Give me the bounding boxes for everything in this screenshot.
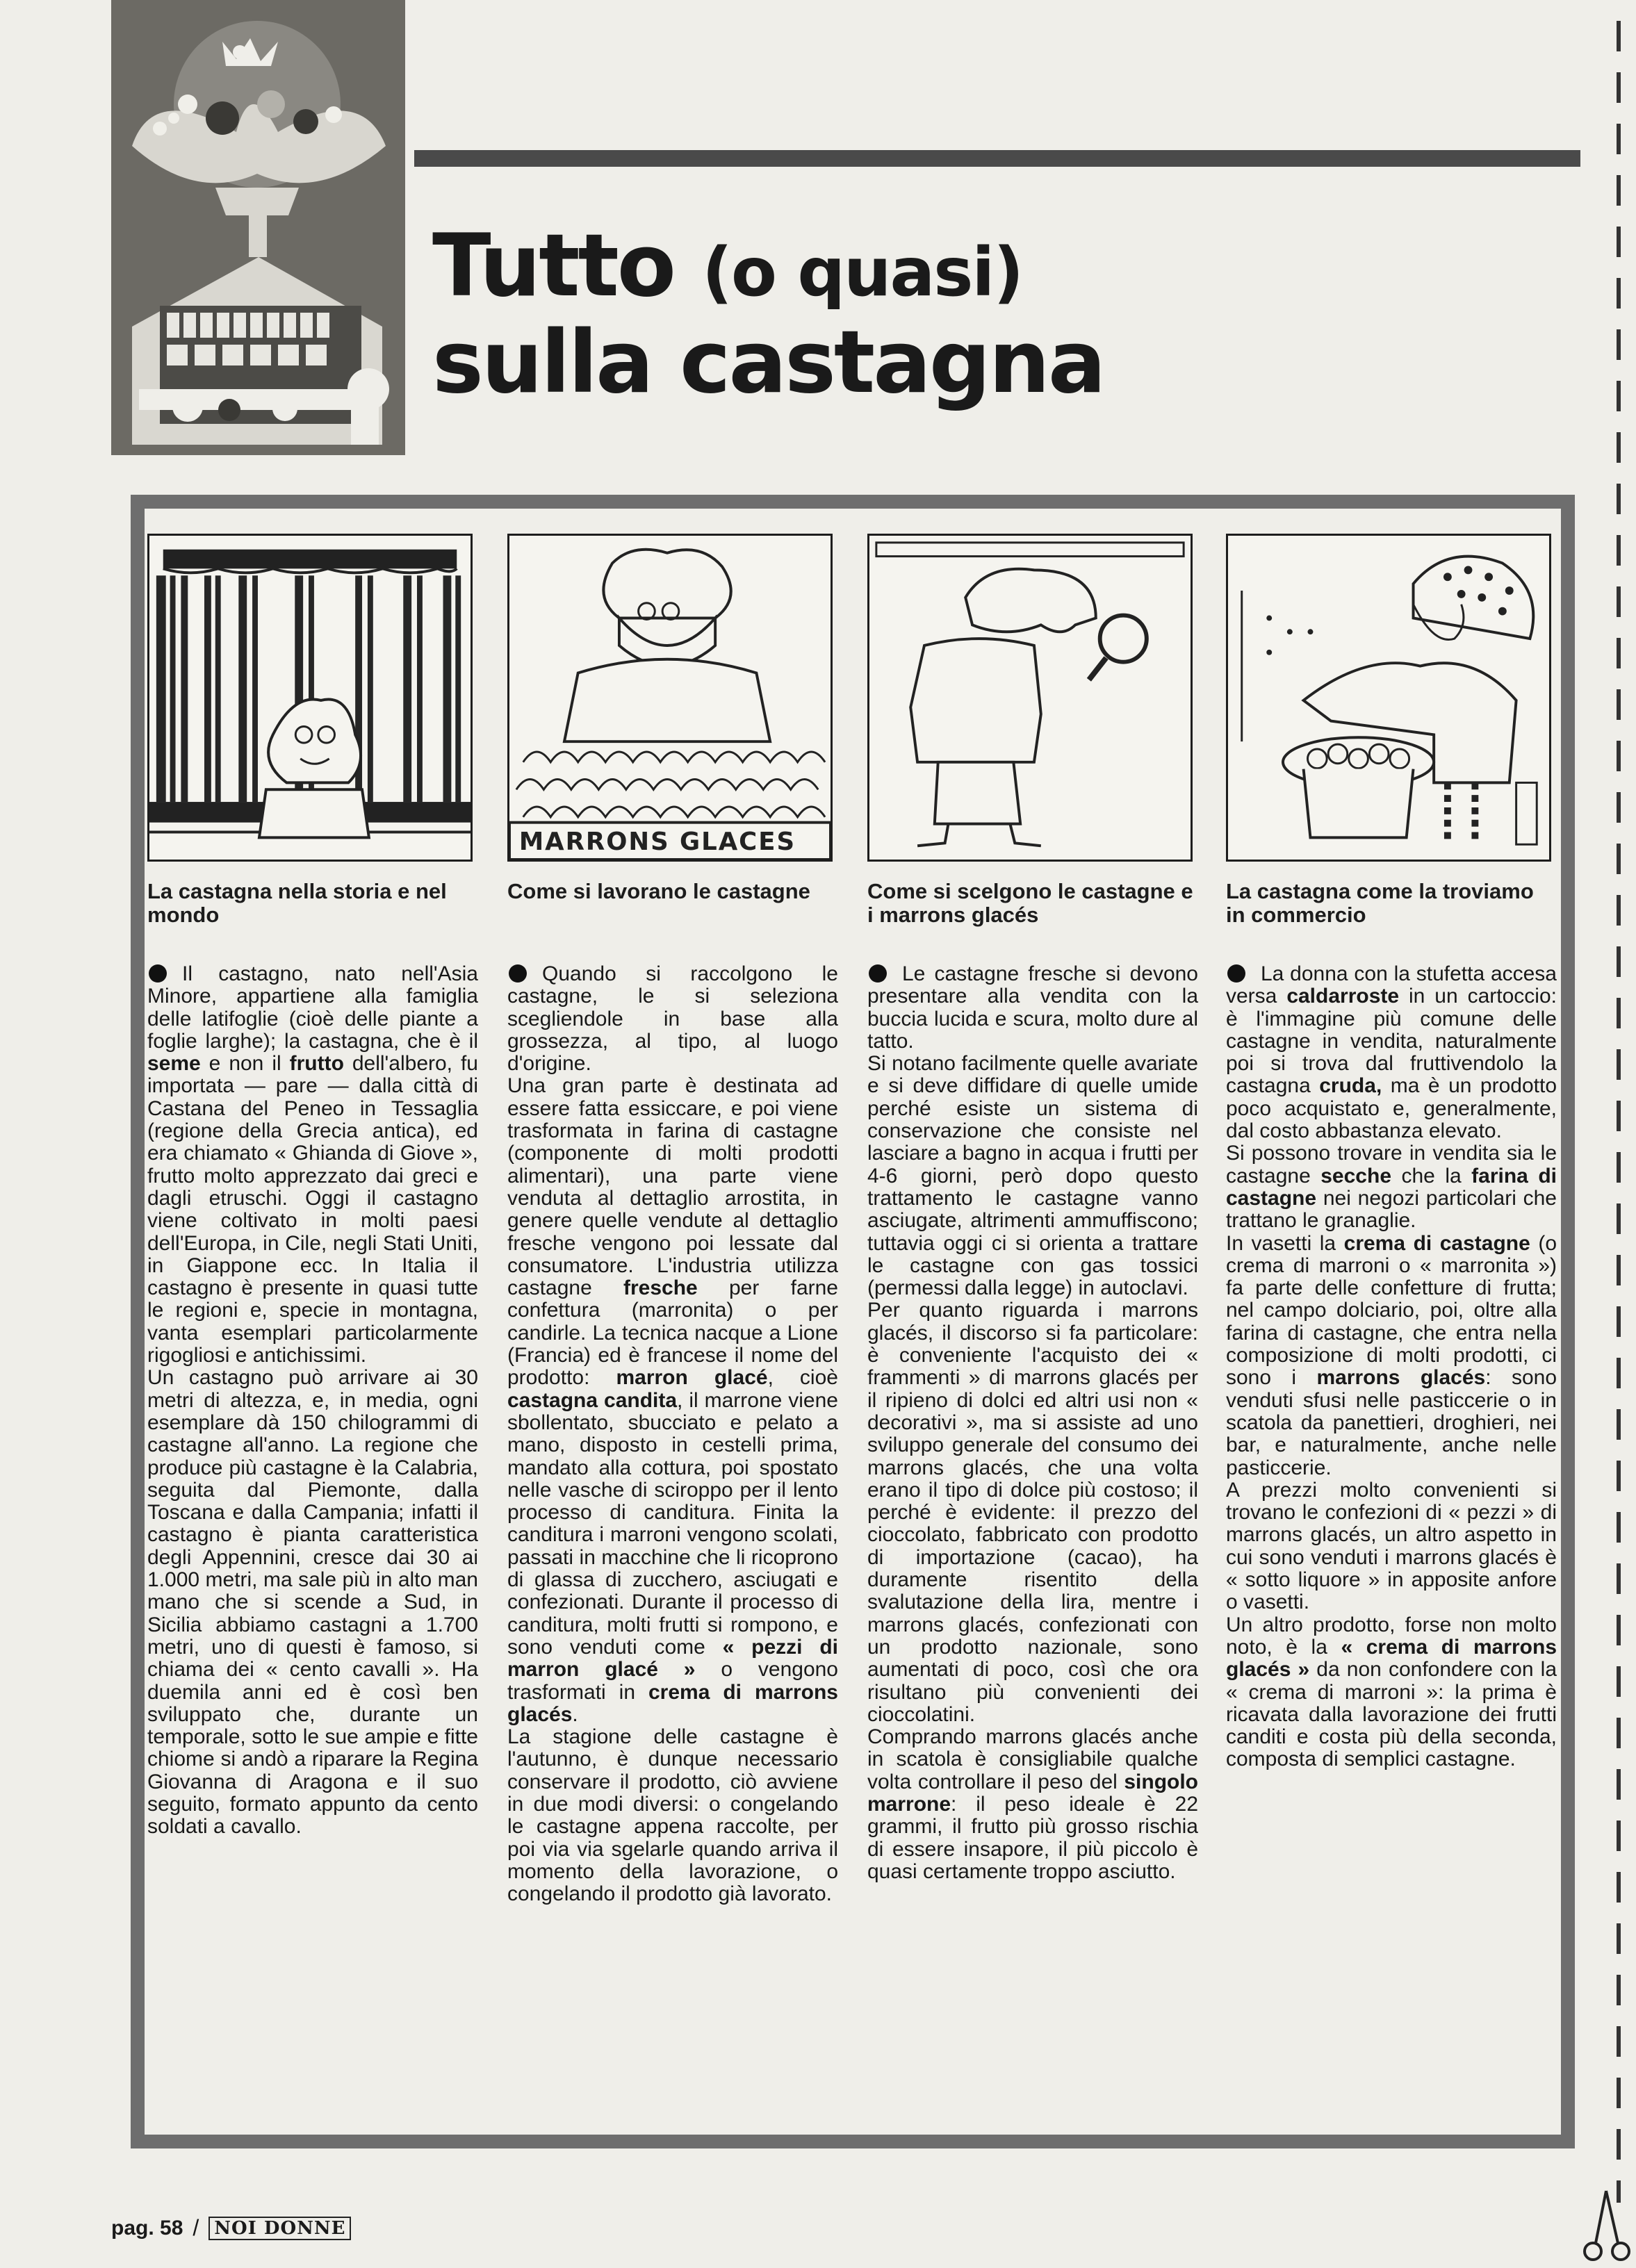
bold-text: secche xyxy=(1320,1164,1391,1188)
text-run: da non confondere con la « crema di marroni »: la prima è ricavata dalla lavorazione dei frutti canditi e costa più della seconda, composta di semplici castagne. xyxy=(1226,1658,1557,1771)
paragraph xyxy=(507,963,838,1075)
text-run: Un altro prodotto, forse non molto noto, è la xyxy=(1226,1613,1557,1659)
column-4-body xyxy=(1226,963,1557,1771)
paragraph xyxy=(1226,1614,1557,1771)
scissors-icon xyxy=(1582,2187,1630,2264)
illustration-roast-chestnut-vendor xyxy=(1226,534,1551,862)
paragraph xyxy=(507,1726,838,1905)
paragraph xyxy=(1226,1142,1557,1232)
text-run: : sono venduti sfusi nelle pasticcerie o in scatola da panettieri, droghieri, nei bar, e naturalmente, anche nelle pasticcerie. xyxy=(1226,1366,1557,1479)
column-1-caption: La castagna nella storia e nel mondo xyxy=(147,879,447,927)
paragraph xyxy=(507,1075,838,1726)
text-run: Si notano facilmente quelle avariate e si deve diffidare di quelle umide perché esiste un sistema di conservazione che consiste nel lasciare a bagno in acqua i frutti per 4-6 giorni, però dopo questo trattamento le castagne vanno asciugate, altrimenti ammuffiscono; tuttavia oggi ci si orienta a trattare le castagne con gas tossici (permessi dalla legge) in autoclavi. xyxy=(867,1052,1198,1300)
column-4-caption: La castagna come la troviamo in commercio xyxy=(1226,879,1534,927)
text-run: e non il xyxy=(200,1052,290,1076)
text-run: Il castagno, nato nell'Asia Minore, appartiene alla famiglia delle latifoglie (cioè delle piante a foglie larghe); la castagna, che è il xyxy=(147,962,478,1053)
text-run: In vasetti la xyxy=(1226,1231,1344,1255)
marrons-sign: MARRONS GLACES xyxy=(518,828,796,857)
text-run: . xyxy=(572,1702,578,1726)
paragraph xyxy=(1226,1233,1557,1479)
paragraph xyxy=(867,1726,1198,1883)
text-run: Si possono trovare in vendita sia le castagne xyxy=(1226,1142,1557,1188)
text-run: La donna con la stufetta accesa versa xyxy=(1226,962,1557,1008)
bullet-icon xyxy=(869,964,887,983)
bullet-icon xyxy=(149,964,167,983)
text-run: nei negozi particolari che trattano le granaglie. xyxy=(1226,1186,1557,1233)
column-3-body xyxy=(867,963,1198,1883)
bold-text: « crema di marrons glacés » xyxy=(1226,1635,1557,1682)
title-line-1: Tutto (o quasi) xyxy=(432,216,1023,316)
column-2-caption: Come si lavorano le castagne xyxy=(507,879,810,903)
text-run: Un castagno può arrivare ai 30 metri di altezza, e, in media, ogni esemplare dà 150 chilogrammi di castagne all'anno. La regione che produce più castagne è la Calabria, seguita dal Piemonte, dalla Toscana e dalla Campania; infatti il castagno è pianta caratteristica degli Appennini, cresce dai 30 ai 1.000 metri, ma sale più in alto man mano che si scende a Sud, in Sicilia abbiamo castagni a 1.700 metri, uno di questi è famoso, si chiama dei « cento cavalli ». Ha duemila anni ed è così ben sviluppato che, durante un temporale, sotto le sue ampie e fitte chiome si andò a riparare la Regina Giovanna di Aragona e il suo seguito, formato appunto da cento soldati a cavallo. xyxy=(147,1366,478,1839)
page-number: pag. 58 xyxy=(111,2216,183,2240)
text-run: : il peso ideale è 22 grammi, il frutto più grosso rischia di essere insapore, il più piccolo è quasi certamente troppo asciutto. xyxy=(867,1792,1198,1883)
paragraph xyxy=(1226,1479,1557,1614)
title-rule xyxy=(414,150,1580,167)
text-run: Le castagne fresche si devono presentare alla vendita con la buccia lucida e scura, molto dure al tatto. xyxy=(867,962,1198,1053)
text-run: per farne confettura (marronita) o per candirle. La tecnica nacque a Lione (Francia) ed è francese il nome del prodotto: xyxy=(507,1276,838,1390)
text-run: Per quanto riguarda i marrons glacés, il discorso si fa particolare: è conveniente l'acquisto dei « frammenti » di marrons glacés per il ripieno di dolci ed altri usi non « decorativi », ma si assiste ad uno sviluppo generale del consumo dei marrons glacés, che una volta erano il tipo di dolce più costoso; il perché è evidente: il prezzo del cioccolato, fabbricato con prodotto di importazione (cacao), ha duramente risentito della svalutazione della lira, mentre i marrons glacés, confezionati con un prodotto nazionale, sono aumentati di poco, così che ora risultano più convenienti dei cioccolatini. xyxy=(867,1299,1198,1726)
text-run: o vengono trasformati in xyxy=(507,1658,838,1704)
column-1-body xyxy=(147,963,478,1839)
bold-text: frutto xyxy=(289,1052,344,1076)
bold-text: « pezzi di marron glacé » xyxy=(507,1635,839,1682)
illustration-columns-chestnut xyxy=(147,534,473,862)
paragraph xyxy=(867,1053,1198,1299)
bullet-icon xyxy=(509,964,527,983)
text-run: Comprando marrons glacés anche in scatola è consigliabile qualche volta controllare il peso del xyxy=(867,1725,1198,1793)
bold-text: fresche xyxy=(623,1276,698,1300)
article-column-1 xyxy=(147,534,478,1839)
article-column-2 xyxy=(507,534,838,1905)
bullet-icon xyxy=(1227,964,1245,983)
bold-text: farina di castagne xyxy=(1226,1164,1557,1210)
text-run: (o crema di marroni o « marronita ») fa parte delle confetture di frutta; nel campo dolciario, poi, oltre alla farina di castagne, che entra nella composizione di molti prodotti, ci sono i xyxy=(1226,1231,1557,1390)
text-run: , cioè xyxy=(767,1366,838,1390)
footer-separator: / xyxy=(193,2215,199,2240)
paragraph xyxy=(147,963,478,1367)
bold-text: caldarroste xyxy=(1286,985,1400,1008)
bold-text: marrons glacés xyxy=(1316,1366,1486,1390)
text-run: La stagione delle castagne è l'autunno, è dunque necessario conservare il prodotto, ciò avviene in due modi diversi: o congelando le castagne appena raccolte, per poi via via sgelarle quando arriva il momento della lavorazione, o congelando il prodotto già lavorato. xyxy=(507,1725,838,1906)
magazine-logo: NOI DONNE xyxy=(208,2217,351,2240)
text-run: dell'albero, fu importata — pare — dalla città di Castana del Peneo in Tessaglia (regione della Grecia antica), ed era chiamato « Ghianda di Giove », frutto molto apprezzato dai greci e dagli etruschi. Oggi il castagno viene coltivato in molti paesi dell'Europa, in Cile, negli Stati Uniti, in Giappone ecc. In Italia il castagno è presente in quasi tutte le regioni e, specie in montagna, vanta esemplari particolarmente rigogliosi e antichissimi. xyxy=(147,1052,478,1367)
bold-text: crema di castagne xyxy=(1343,1231,1530,1255)
paragraph xyxy=(147,1367,478,1838)
bold-text: seme xyxy=(147,1052,201,1076)
column-2-body xyxy=(507,963,838,1905)
text-run: in un cartoccio: è l'immagine più comune delle castagne in vendita, naturalmente poi si trova dal fruttivendolo la castagna xyxy=(1226,985,1557,1098)
text-run: Una gran parte è destinata ad essere fatta essiccare, e poi viene trasformata in farina di castagne (componente di molti prodotti alimentari), una parte viene venduta al dettaglio arrostita, in genere quelle vendute al dettaglio fresche vengono poi lessate dal consumatore. L'industria utilizza castagne xyxy=(507,1074,838,1300)
illustration-magnifier-lady xyxy=(867,534,1193,862)
bold-text: cruda, xyxy=(1319,1074,1382,1098)
title-line-2: sulla castagna xyxy=(432,313,1104,413)
bold-text: singolo marrone xyxy=(867,1770,1198,1816)
paragraph xyxy=(1226,963,1557,1142)
page-footer xyxy=(111,2215,351,2241)
text-run: ma è un prodotto poco acquistato e, generalmente, dal costo abbastanza elevato. xyxy=(1226,1074,1557,1143)
text-run: , il marrone viene sbollentato, sbucciato e pelato a mano, disposto in cestelli prima, mandato alla cottura, poi spostato nelle vasche di sciroppo per il lento processo di canditura. Finita la canditura i marroni vengono scolati, passati in macchine che li ricoprono di glassa di zucchero, asciugati e confezionati. Durante il processo di canditura, molti frutti si rompono, e sono venduti come xyxy=(507,1388,838,1659)
article-column-4 xyxy=(1226,534,1557,1771)
column-3-caption: Come si scelgono le castagne e i marrons glacés xyxy=(867,879,1193,927)
page-title xyxy=(432,216,1104,413)
text-run: che la xyxy=(1391,1164,1472,1188)
paragraph xyxy=(867,963,1198,1053)
article-column-3 xyxy=(867,534,1198,1883)
cut-line xyxy=(1617,21,1621,2203)
bold-text: crema di marrons glacés xyxy=(507,1680,838,1726)
paragraph xyxy=(867,1299,1198,1726)
bold-text: castagna candita xyxy=(507,1388,678,1412)
bold-text: marron glacé xyxy=(616,1366,768,1390)
text-run: A prezzi molto convenienti si trovano le confezioni di « pezzi » di marrons glacés, un altro aspetto in cui sono venduti i marrons glacés è « sotto liquore » in apposite anfore o vasetti. xyxy=(1226,1478,1557,1614)
text-run: Quando si raccolgono le castagne, le si seleziona scegliendole in base alla grossezza, al tipo, al luogo d'origine. xyxy=(507,962,838,1076)
hero-illustration xyxy=(111,0,405,455)
illustration-chestnut-seller xyxy=(507,534,833,862)
